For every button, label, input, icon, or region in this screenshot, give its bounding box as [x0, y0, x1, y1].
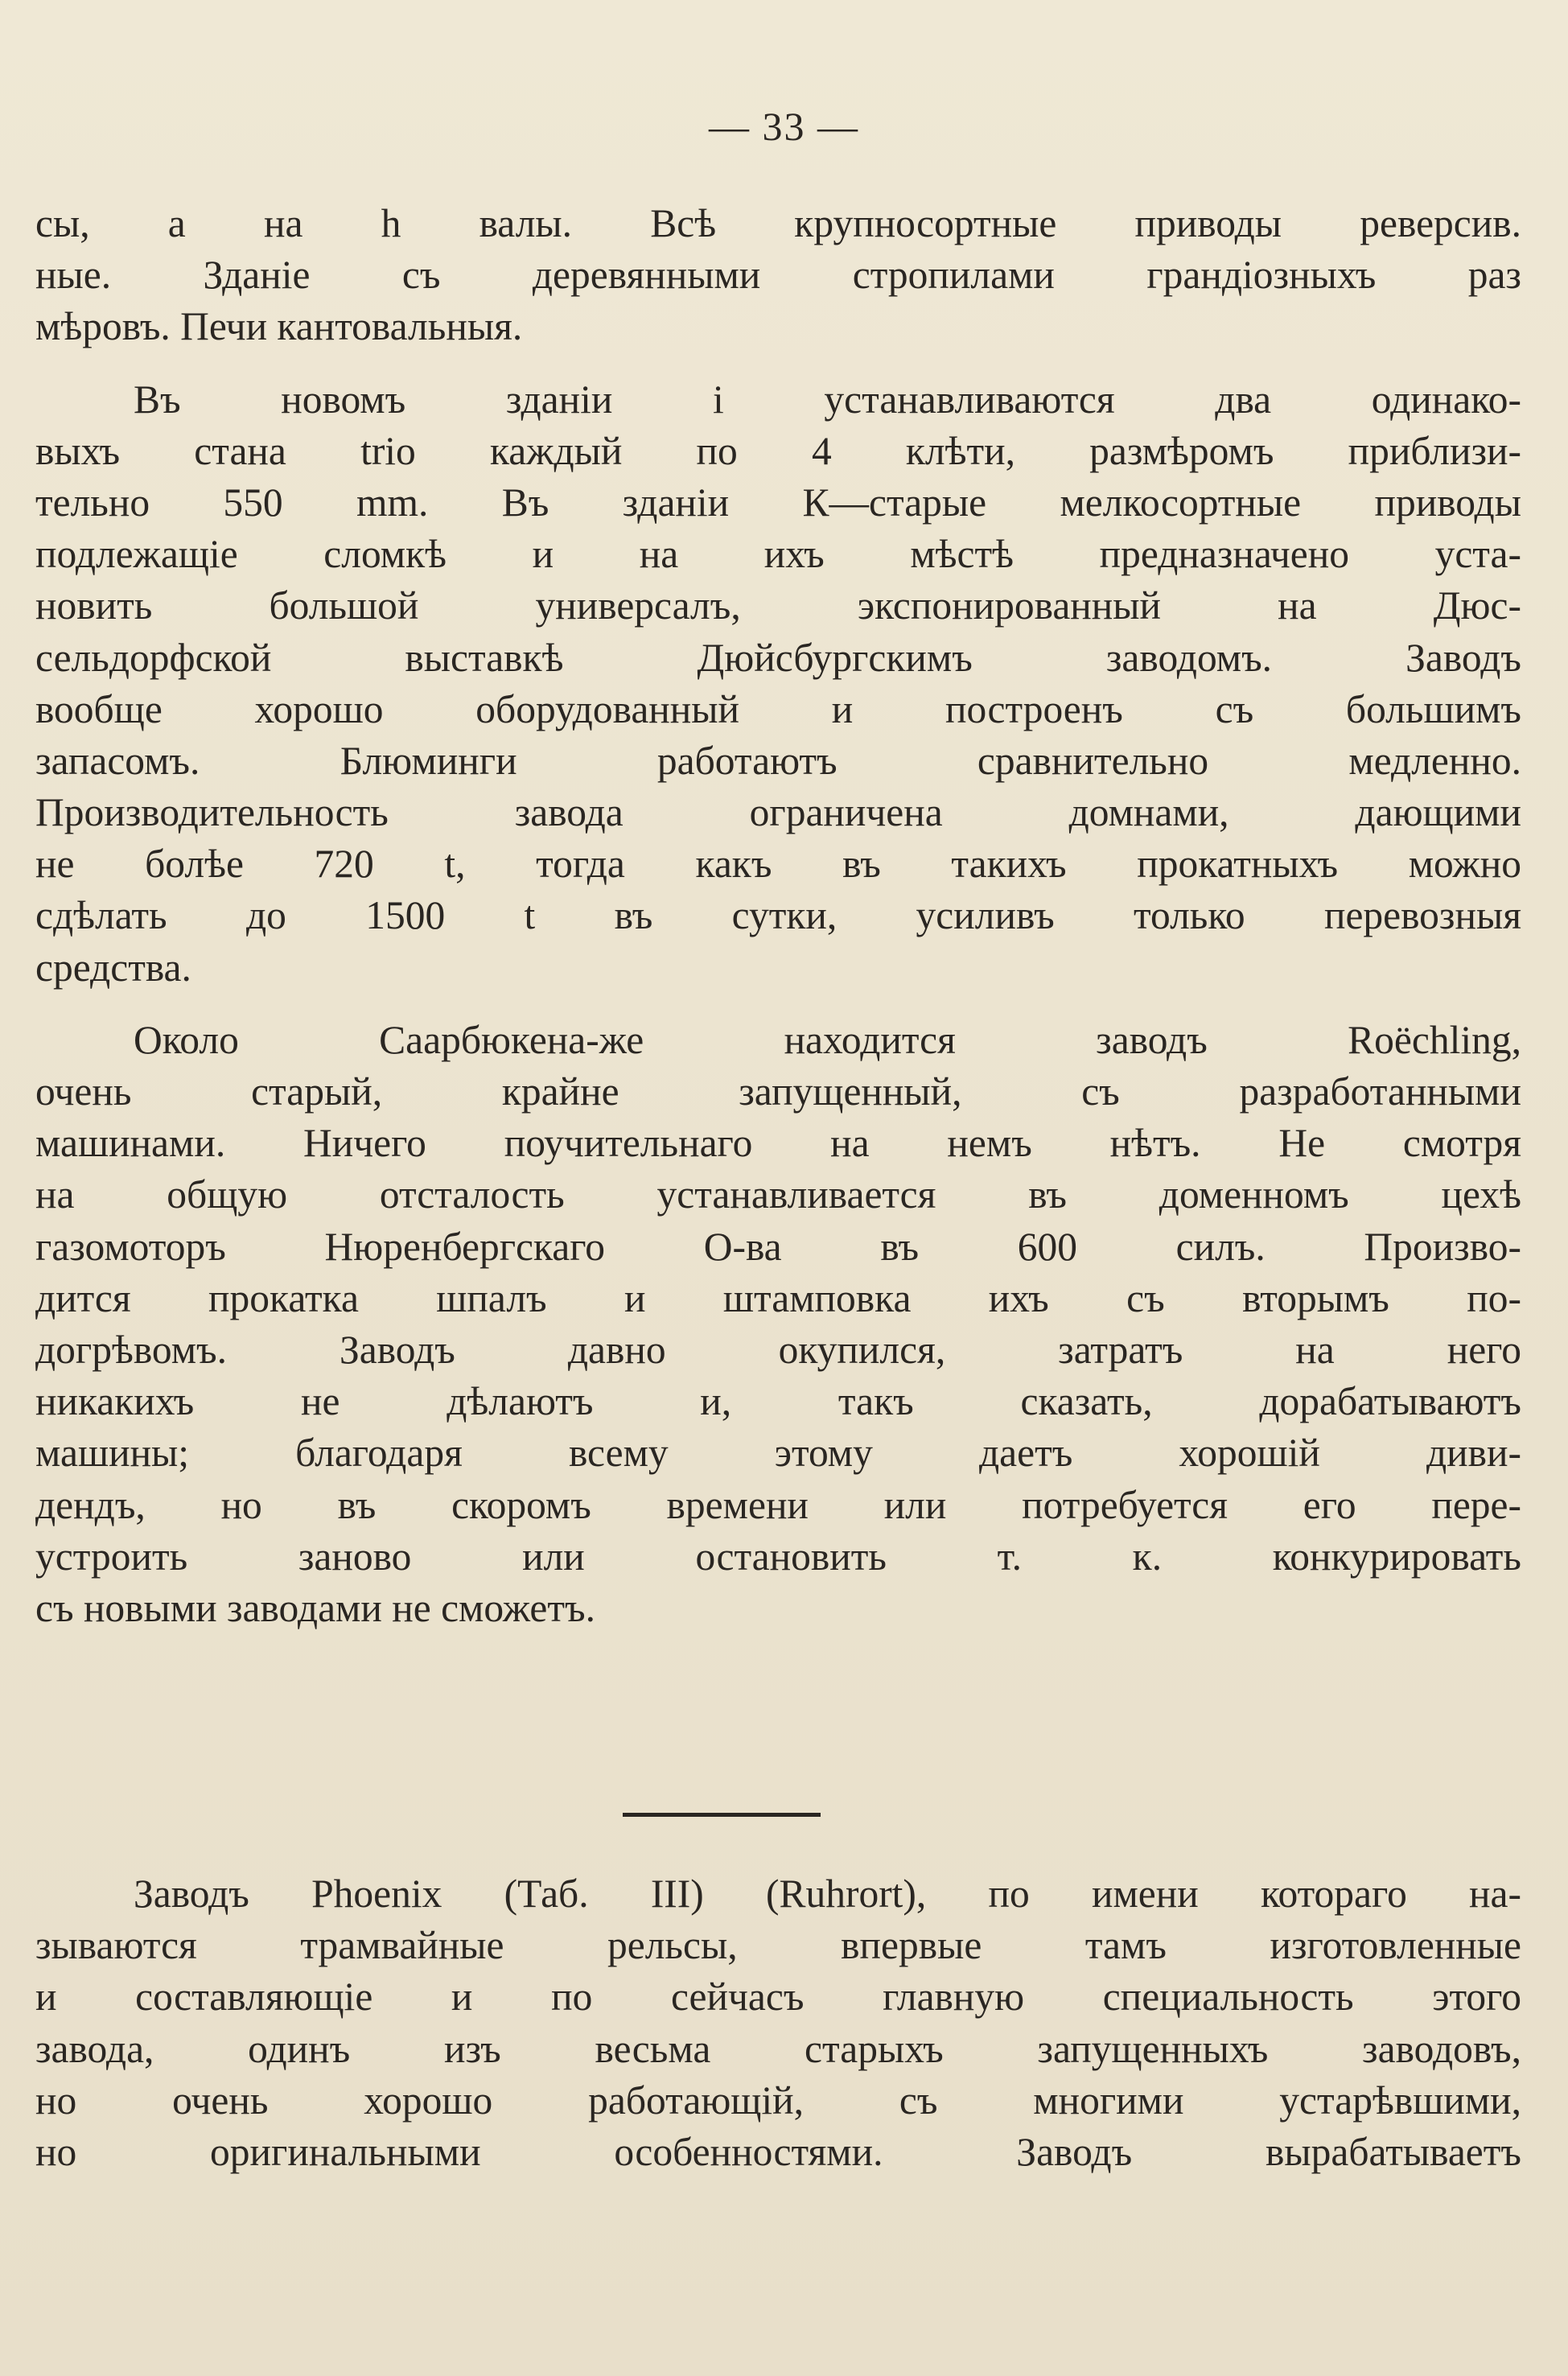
text-line: новить большой универсалъ, экспонированный на Дюс-: [35, 583, 1521, 628]
paragraph-4: [35, 1868, 1521, 2178]
text-line: и составляющіе и по сейчасъ главную специальность этого: [35, 1975, 1521, 2020]
text-line: дендъ, но въ скоромъ времени или потребуется его пере-: [35, 1482, 1521, 1527]
text-line: Въ новомъ зданіи і устанавливаются два одинако-: [134, 377, 1521, 422]
paragraph-2: [35, 374, 1521, 994]
text-line: съ новыми заводами не сможетъ.: [35, 1585, 595, 1630]
text-line: но оригинальными особенностями. Заводъ вырабатываетъ: [35, 2129, 1521, 2174]
section-divider: [623, 1813, 821, 1817]
text-line: догрѣвомъ. Заводъ давно окупился, затратъ на него: [35, 1327, 1521, 1372]
text-line: сдѣлать до 1500 t въ сутки, усиливъ только перевозныя: [35, 893, 1521, 938]
text-line: газомоторъ Нюренбергскаго О-ва въ 600 силъ. Произво-: [35, 1224, 1521, 1269]
text-line: машины; благодаря всему этому даетъ хорошій диви-: [35, 1431, 1521, 1476]
text-line: запасомъ. Блюминги работаютъ сравнительно медленно.: [35, 738, 1521, 783]
text-line: сельдорфской выставкѣ Дюйсбургскимъ заводомъ. Заводъ: [35, 635, 1521, 680]
page-number: — 33 —: [709, 104, 859, 149]
paragraph-3: [35, 1015, 1521, 1634]
text-line: Заводъ Phoenix (Таб. III) (Ruhrort), по имени котораго на-: [134, 1872, 1521, 1916]
text-line: зываются трамвайные рельсы, впервые тамъ изготовленные: [35, 1923, 1521, 1968]
text-line: завода, одинъ изъ весьма старыхъ запущенныхъ заводовъ,: [35, 2026, 1521, 2071]
text-line: выхъ стана trio каждый по 4 клѣти, размѣромъ приблизи-: [35, 428, 1521, 473]
paragraph-1: [35, 198, 1521, 353]
text-block-bottom: [35, 1868, 1521, 2178]
text-line: средства.: [35, 945, 191, 990]
text-line: Около Саарбюкена-же находится заводъ Roëchling,: [134, 1017, 1521, 1062]
text-line: машинами. Ничего поучительнаго на немъ нѣтъ. Не смотря: [35, 1121, 1521, 1166]
text-block-top: [35, 198, 1521, 1634]
text-line: Производительность завода ограничена домнами, дающими: [35, 790, 1521, 835]
text-line: на общую отсталость устанавливается въ доменномъ цехѣ: [35, 1172, 1521, 1217]
text-line: не болѣе 720 t, тогда какъ въ такихъ прокатныхъ можно: [35, 842, 1521, 887]
text-line: сы, а на h валы. Всѣ крупносортные приводы реверсив.: [35, 201, 1521, 245]
text-line: устроить заново или остановить т. к. конкурировать: [35, 1534, 1521, 1579]
text-line: подлежащіе сломкѣ и на ихъ мѣстѣ предназначено уста-: [35, 532, 1521, 577]
text-line: тельно 550 mm. Въ зданіи К—старые мелкосортные приводы: [35, 480, 1521, 525]
text-line: очень старый, крайне запущенный, съ разработанными: [35, 1069, 1521, 1114]
text-line: мѣровъ. Печи кантовальныя.: [35, 304, 523, 349]
text-line: никакихъ не дѣлаютъ и, такъ сказать, дорабатываютъ: [35, 1379, 1521, 1424]
text-line: вообще хорошо оборудованный и построенъ съ большимъ: [35, 686, 1521, 731]
text-line: дится прокатка шпалъ и штамповка ихъ съ вторымъ по-: [35, 1275, 1521, 1320]
text-line: ные. Зданіе съ деревянными стропилами грандіозныхъ раз: [35, 253, 1521, 298]
text-line: но очень хорошо работающій, съ многими устарѣвшими,: [35, 2077, 1521, 2123]
